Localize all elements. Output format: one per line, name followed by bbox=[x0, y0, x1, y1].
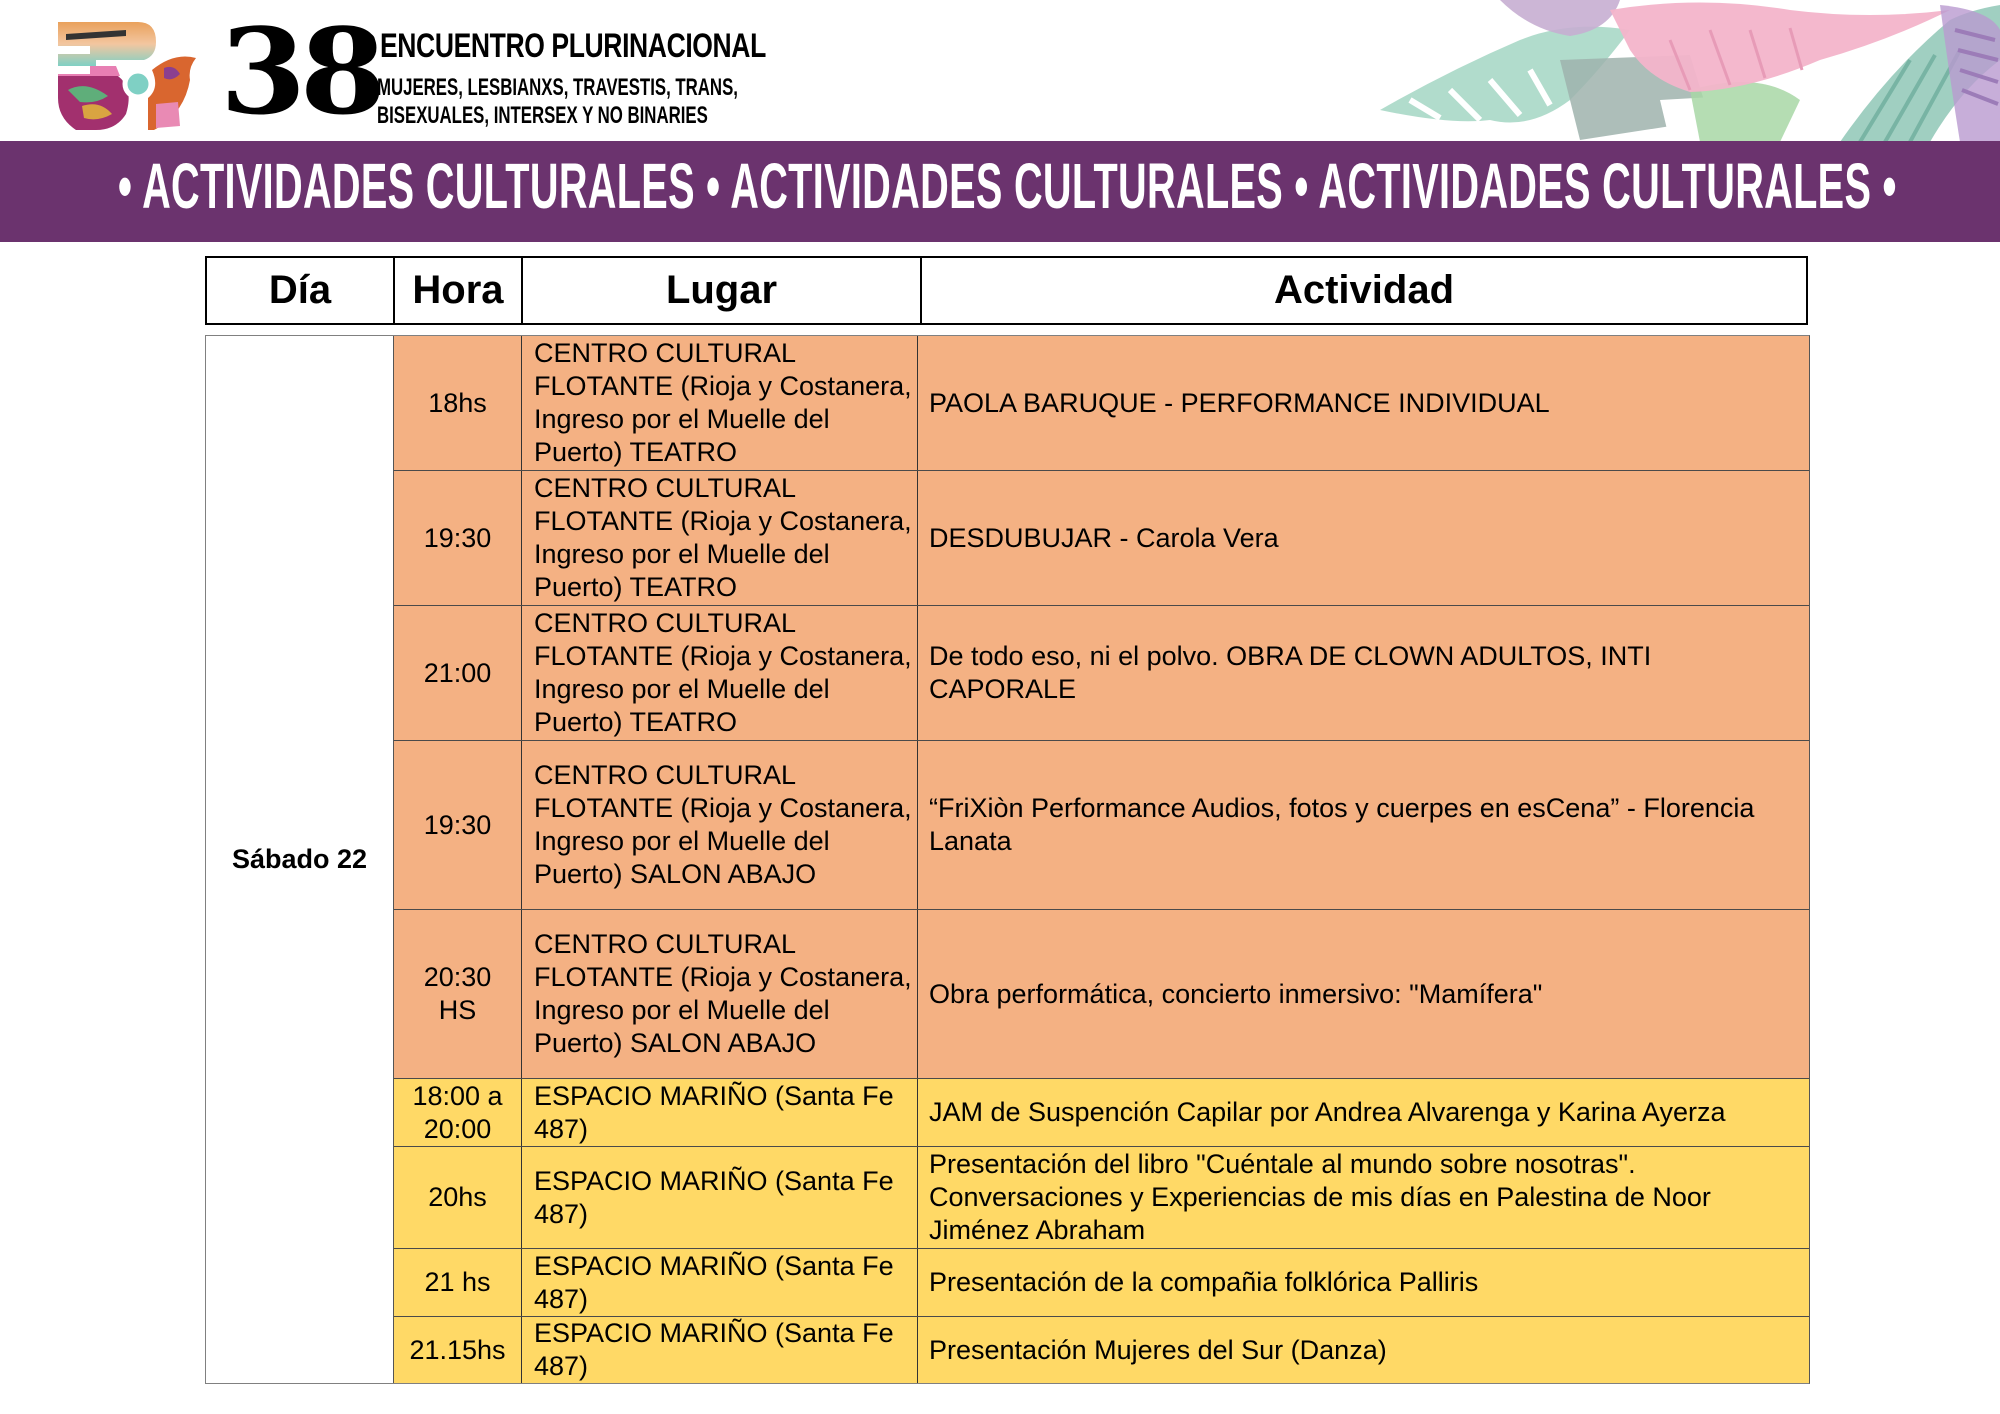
hora-text: 18:00 a 20:00 bbox=[412, 1080, 503, 1144]
actividad-text: De todo eso, ni el polvo. OBRA DE CLOWN ADULTOS, INTI CAPORALE bbox=[929, 641, 1652, 704]
schedule-table bbox=[205, 335, 1810, 1384]
lugar-cell bbox=[522, 1317, 918, 1383]
table-header bbox=[205, 256, 1808, 325]
lugar-cell bbox=[522, 910, 918, 1078]
hora-text: 19:30 bbox=[423, 522, 492, 553]
table-row bbox=[394, 741, 1809, 910]
edition-number: 38 bbox=[220, 2, 380, 141]
lugar-text: ESPACIO MARIÑO (Santa Fe 487) bbox=[534, 1250, 894, 1314]
hora-text: 21:00 bbox=[423, 657, 492, 688]
column-header-actividad: Actividad bbox=[1273, 268, 1455, 312]
hora-text: 20:30 HS bbox=[423, 962, 492, 1025]
actividad-cell bbox=[918, 741, 1809, 909]
hora-text: 20hs bbox=[428, 1182, 487, 1212]
lugar-text: CENTRO CULTURAL FLOTANTE (Rioja y Costanera, Ingreso por el Muelle del Puerto) TEATRO bbox=[534, 338, 912, 467]
event-subtitle-line-2: BISEXUALES, INTERSEX Y NO BINARIES bbox=[377, 102, 708, 129]
hora-text: 19:30 bbox=[423, 809, 492, 840]
lugar-cell bbox=[522, 336, 918, 470]
lugar-text: ESPACIO MARIÑO (Santa Fe 487) bbox=[534, 1080, 894, 1144]
actividad-cell bbox=[918, 606, 1809, 740]
hora-cell bbox=[394, 1079, 522, 1146]
actividad-text: PAOLA BARUQUE - PERFORMANCE INDIVIDUAL bbox=[929, 387, 1550, 418]
hora-text: 21.15hs bbox=[409, 1334, 506, 1365]
actividad-cell bbox=[918, 1147, 1809, 1248]
hora-cell bbox=[394, 336, 522, 470]
event-logo-icon bbox=[56, 18, 202, 132]
hora-text: 18hs bbox=[428, 387, 487, 418]
table-row bbox=[394, 1079, 1809, 1147]
lugar-text: ESPACIO MARIÑO (Santa Fe 487) bbox=[534, 1165, 894, 1229]
hora-cell bbox=[394, 1249, 522, 1316]
table-row bbox=[394, 910, 1809, 1079]
hora-cell bbox=[394, 471, 522, 605]
day-label: Sábado 22 bbox=[231, 844, 368, 874]
table-row bbox=[394, 606, 1809, 741]
table-row bbox=[394, 1147, 1809, 1249]
section-banner bbox=[0, 141, 2000, 242]
actividad-text: DESDUBUJAR - Carola Vera bbox=[929, 522, 1279, 553]
table-row bbox=[394, 1317, 1809, 1383]
hora-cell bbox=[394, 1317, 522, 1383]
lugar-cell bbox=[522, 471, 918, 605]
hora-cell bbox=[394, 1147, 522, 1248]
column-header-dia: Día bbox=[207, 258, 395, 323]
actividad-cell bbox=[918, 1079, 1809, 1146]
actividad-cell bbox=[918, 1249, 1809, 1316]
hora-cell bbox=[394, 606, 522, 740]
lugar-cell bbox=[522, 606, 918, 740]
lugar-cell bbox=[522, 741, 918, 909]
column-header-lugar: Lugar bbox=[523, 258, 922, 323]
lugar-text: CENTRO CULTURAL FLOTANTE (Rioja y Costanera, Ingreso por el Muelle del Puerto) TEATRO bbox=[534, 473, 912, 602]
actividad-text: JAM de Suspención Capilar por Andrea Alvarenga y Karina Ayerza bbox=[929, 1097, 1726, 1127]
actividad-text: Presentación del libro "Cuéntale al mundo sobre nosotras". Conversaciones y Experiencias de mis días en Palestina de Noor Jiménez Abraham bbox=[929, 1149, 1711, 1245]
table-row bbox=[394, 336, 1809, 471]
lugar-text: CENTRO CULTURAL FLOTANTE (Rioja y Costanera, Ingreso por el Muelle del Puerto) SALON ABAJO bbox=[534, 929, 912, 1058]
actividad-cell bbox=[918, 910, 1809, 1078]
lugar-cell bbox=[522, 1147, 918, 1248]
lugar-cell bbox=[522, 1079, 918, 1146]
actividad-text: “FriXiòn Performance Audios, fotos y cuerpes en esCena” - Florencia Lanata bbox=[929, 793, 1755, 856]
tropical-leaves-decoration-icon bbox=[1370, 0, 2000, 142]
lugar-text: CENTRO CULTURAL FLOTANTE (Rioja y Costanera, Ingreso por el Muelle del Puerto) SALON ABAJO bbox=[534, 760, 912, 889]
event-title: ENCUENTRO PLURINACIONAL bbox=[380, 27, 766, 65]
day-cell bbox=[206, 336, 394, 1383]
banner-title: • ACTIVIDADES CULTURALES • ACTIVIDADES CULTURALES • ACTIVIDADES CULTURALES • bbox=[118, 150, 1897, 222]
degree-symbol-icon bbox=[360, 33, 375, 48]
hora-cell bbox=[394, 910, 522, 1078]
actividad-cell bbox=[918, 471, 1809, 605]
lugar-text: ESPACIO MARIÑO (Santa Fe 487) bbox=[534, 1318, 894, 1381]
actividad-cell bbox=[918, 336, 1809, 470]
table-row bbox=[394, 471, 1809, 606]
hora-text: 21 hs bbox=[424, 1267, 491, 1297]
lugar-text: CENTRO CULTURAL FLOTANTE (Rioja y Costanera, Ingreso por el Muelle del Puerto) TEATRO bbox=[534, 608, 912, 737]
table-row bbox=[394, 1249, 1809, 1317]
actividad-text: Presentación de la compañia folklórica Palliris bbox=[929, 1267, 1479, 1297]
lugar-cell bbox=[522, 1249, 918, 1316]
actividad-text: Presentación Mujeres del Sur (Danza) bbox=[929, 1334, 1387, 1365]
column-header-hora: Hora bbox=[395, 258, 523, 323]
actividad-text: Obra performática, concierto inmersivo: "Mamífera" bbox=[929, 978, 1543, 1009]
actividad-cell bbox=[918, 1317, 1809, 1383]
event-subtitle-line-1: MUJERES, LESBIANXS, TRAVESTIS, TRANS, bbox=[377, 74, 738, 101]
hora-cell bbox=[394, 741, 522, 909]
